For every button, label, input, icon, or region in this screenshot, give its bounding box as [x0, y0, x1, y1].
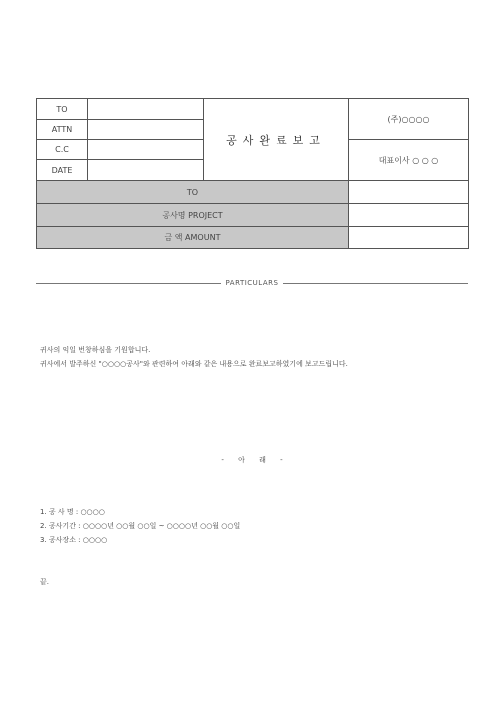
- item-location: 3. 공사장소 : ○○○○: [40, 536, 108, 544]
- date-value: [88, 160, 204, 181]
- below-marker: - 아 래 -: [221, 456, 283, 464]
- particulars-divider: [36, 278, 468, 288]
- attn-value: [88, 120, 204, 140]
- item-period: 2. 공사기간 : ○○○○년 ○○월 ○○일 ~ ○○○○년 ○○월 ○○일: [40, 522, 241, 530]
- company-name: (주)○○○○: [349, 99, 469, 140]
- cc-value: [88, 140, 204, 160]
- ceo-name: 대표이사 ○ ○ ○: [349, 140, 469, 181]
- date-label: DATE: [37, 160, 88, 181]
- document-title: 공사완료보고: [204, 99, 349, 181]
- to-value: [88, 99, 204, 120]
- particulars-label: PARTICULARS: [225, 279, 279, 287]
- to-row-label: TO: [37, 181, 349, 204]
- header-table: [36, 98, 469, 249]
- to-row-value: [349, 181, 469, 204]
- to-label: TO: [37, 99, 88, 120]
- end-mark: 끝.: [40, 578, 49, 586]
- amount-value: [349, 227, 469, 249]
- cc-label: C.C: [37, 140, 88, 160]
- item-project-name: 1. 공 사 명 : ○○○○: [40, 508, 105, 516]
- project-value: [349, 204, 469, 227]
- project-label: 공사명 PROJECT: [37, 204, 349, 227]
- amount-label: 금 액 AMOUNT: [37, 227, 349, 249]
- attn-label: ATTN: [37, 120, 88, 140]
- message-text: 귀사에서 발주하신 "○○○○공사"와 관련하여 아래와 같은 내용으로 완료보고하였기에 보고드립니다.: [40, 360, 348, 368]
- greeting-text: 귀사의 익일 번창하심을 기원합니다.: [40, 346, 151, 354]
